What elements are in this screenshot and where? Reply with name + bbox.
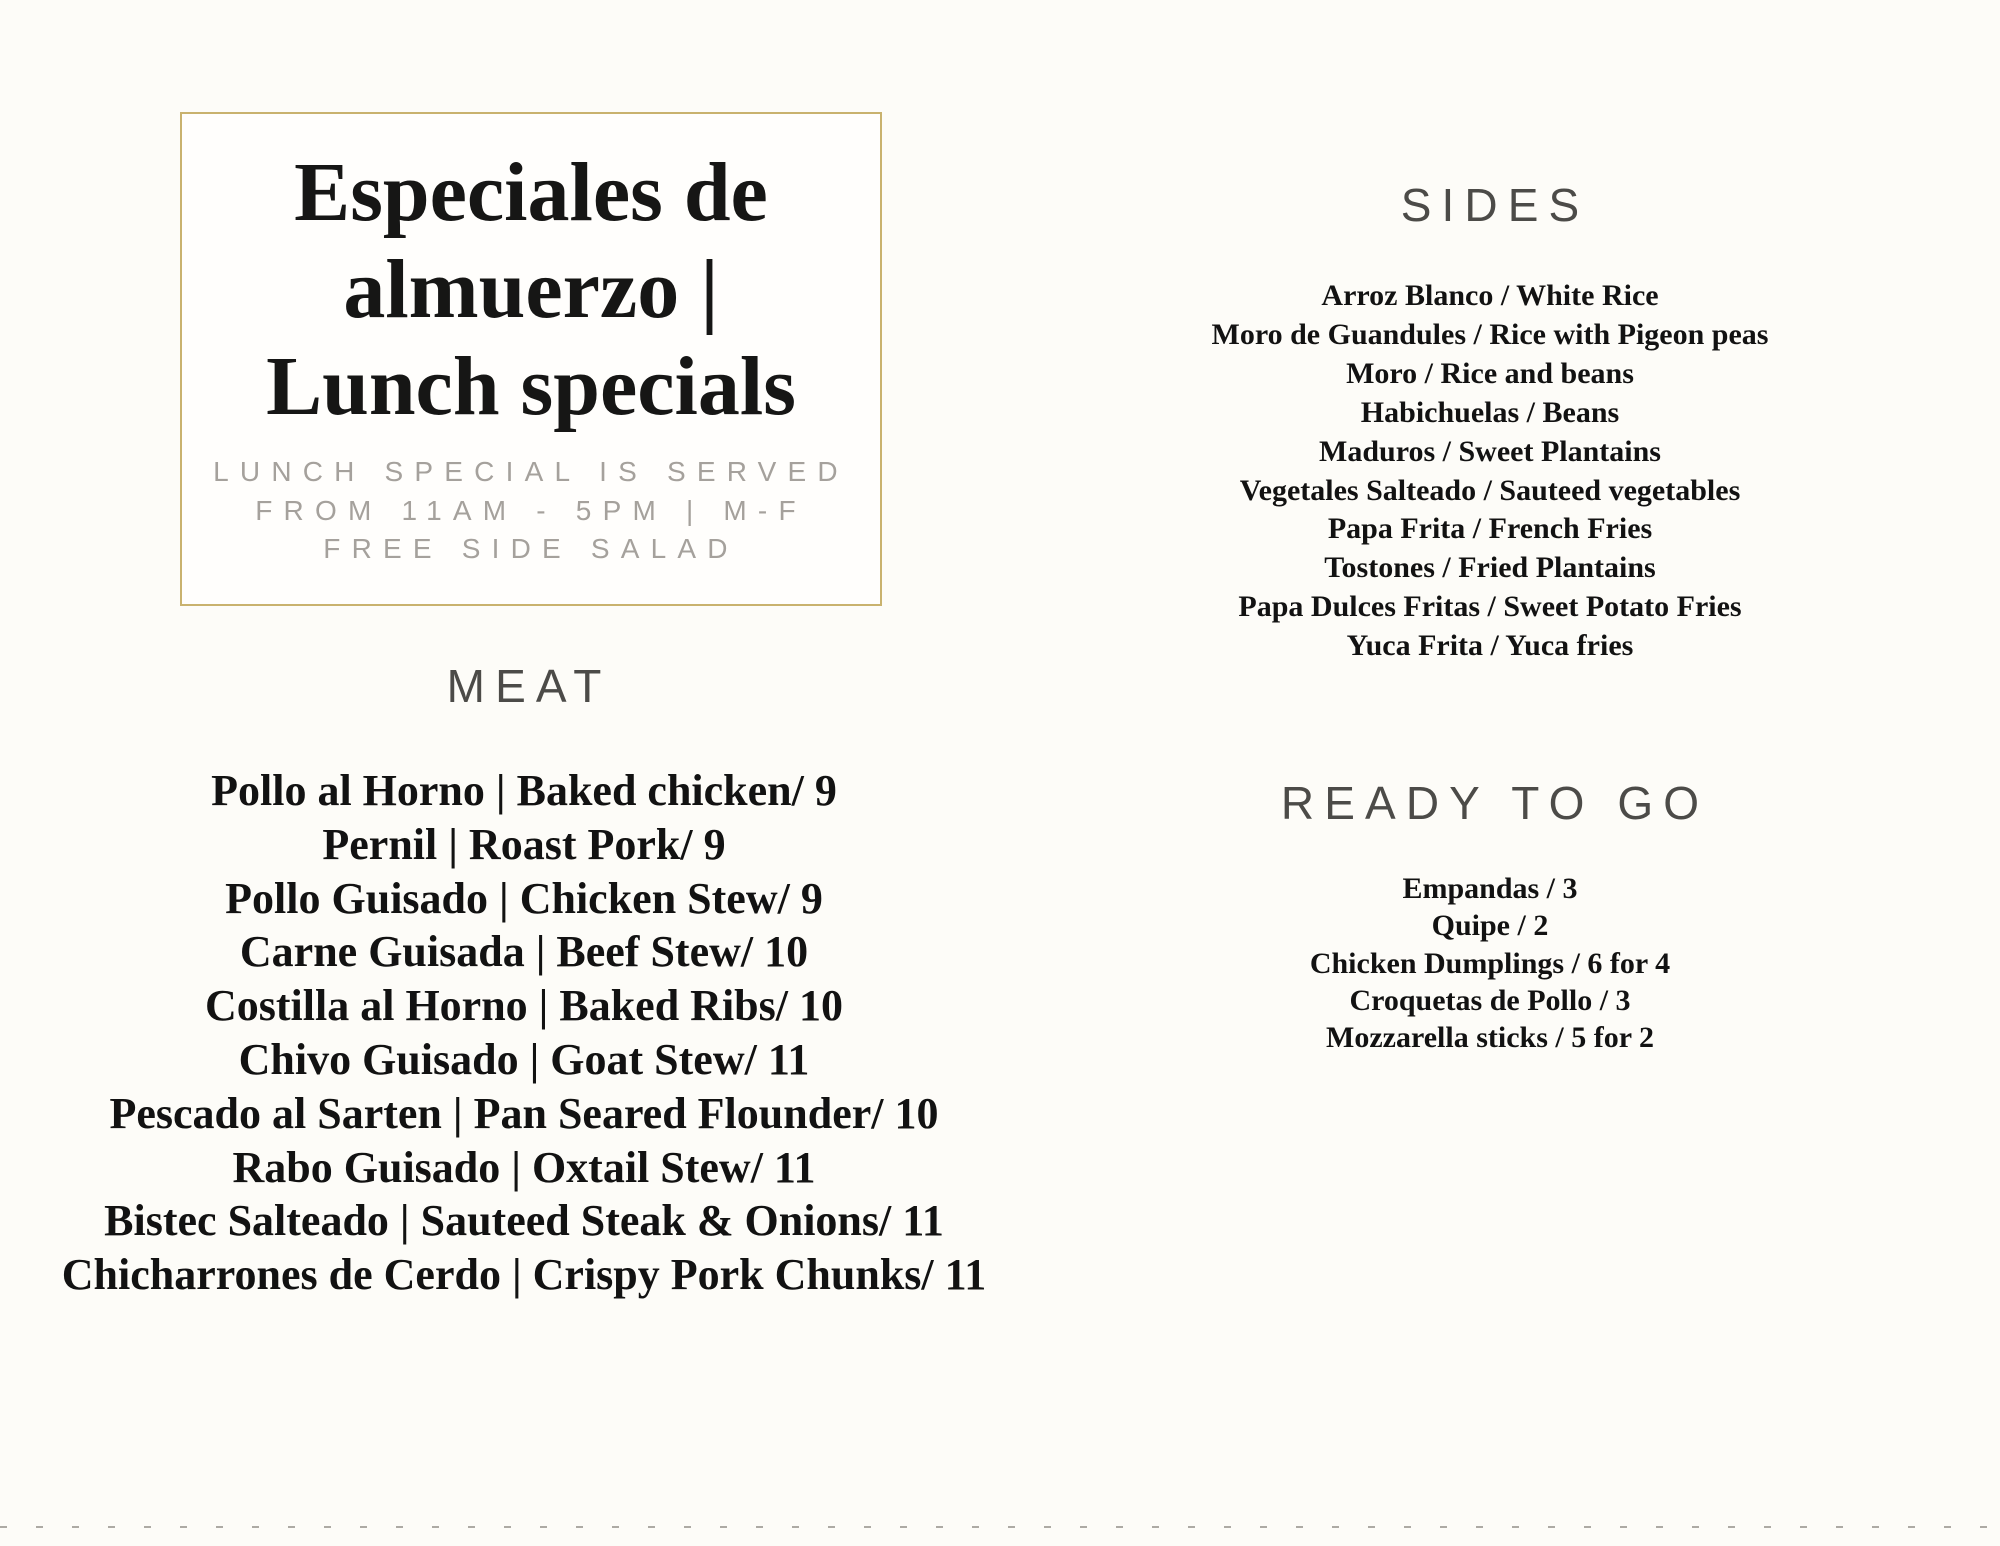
menu-item: Bistec Salteado | Sauteed Steak & Onions/ 11	[104, 1196, 944, 1246]
menu-item: Mozzarella sticks / 5 for 2	[1326, 1021, 1654, 1055]
menu-item: Yuca Frita / Yuca fries	[1346, 629, 1634, 663]
sides-list	[1090, 277, 1890, 666]
menu-item: Papa Frita / French Fries	[1327, 512, 1653, 546]
menu-item: Empandas / 3	[1402, 872, 1578, 905]
menu-item: Maduros / Sweet Plantains	[1319, 434, 1661, 468]
menu-item: Chivo Guisado | Goat Stew/ 11	[238, 1034, 810, 1084]
menu-subtitle-line: FROM 11AM - 5PM | M-F	[255, 494, 807, 526]
menu-item: Quipe / 2	[1431, 909, 1549, 943]
bottom-edge-artifact	[0, 1526, 2000, 1528]
menu-item: Arroz Blanco / White Rice	[1321, 279, 1659, 312]
menu-item: Papa Dulces Fritas / Sweet Potato Fries	[1238, 590, 1742, 624]
menu-item: Vegetales Salteado / Sauteed vegetables	[1239, 473, 1741, 507]
menu-item: Pernil | Roast Pork/ 9	[322, 819, 726, 869]
menu-subtitle-line: LUNCH SPECIAL IS SERVED	[213, 456, 849, 487]
menu-item: Habichuelas / Beans	[1360, 395, 1620, 429]
menu-item: Costilla al Horno | Baked Ribs/ 10	[205, 981, 843, 1031]
meat-list	[24, 764, 1024, 1302]
menu-item: Moro / Rice and beans	[1346, 356, 1634, 390]
menu-subtitle	[182, 453, 880, 569]
menu-title-line: Lunch specials	[266, 340, 796, 433]
menu-item: Chicken Dumplings / 6 for 4	[1309, 946, 1671, 980]
section-header-meat: MEAT	[446, 660, 612, 712]
menu-item: Carne Guisada | Beef Stew/ 10	[239, 927, 809, 977]
menu-item: Chicharrones de Cerdo | Crispy Pork Chunks/ 11	[61, 1250, 987, 1300]
menu-item: Rabo Guisado | Oxtail Stew/ 11	[232, 1142, 816, 1192]
menu-item: Pescado al Sarten | Pan Seared Flounder/ 10	[109, 1088, 939, 1138]
section-header-ready-to-go: READY TO GO	[1280, 777, 1710, 829]
menu-title-line: almuerzo |	[343, 243, 719, 336]
menu-title	[182, 144, 880, 435]
title-card	[180, 112, 882, 606]
menu-subtitle-line: FREE SIDE SALAD	[323, 533, 739, 564]
menu-item: Pollo Guisado | Chicken Stew/ 9	[225, 873, 823, 923]
section-header-sides: SIDES	[1400, 179, 1590, 231]
menu-item: Moro de Guandules / Rice with Pigeon peas	[1211, 317, 1769, 351]
menu-item: Croquetas de Pollo / 3	[1349, 983, 1631, 1017]
menu-item: Tostones / Fried Plantains	[1324, 551, 1656, 585]
menu-title-line: Especiales de	[294, 146, 768, 239]
menu-item: Pollo al Horno | Baked chicken/ 9	[211, 766, 837, 815]
ready-to-go-list	[1090, 870, 1890, 1056]
